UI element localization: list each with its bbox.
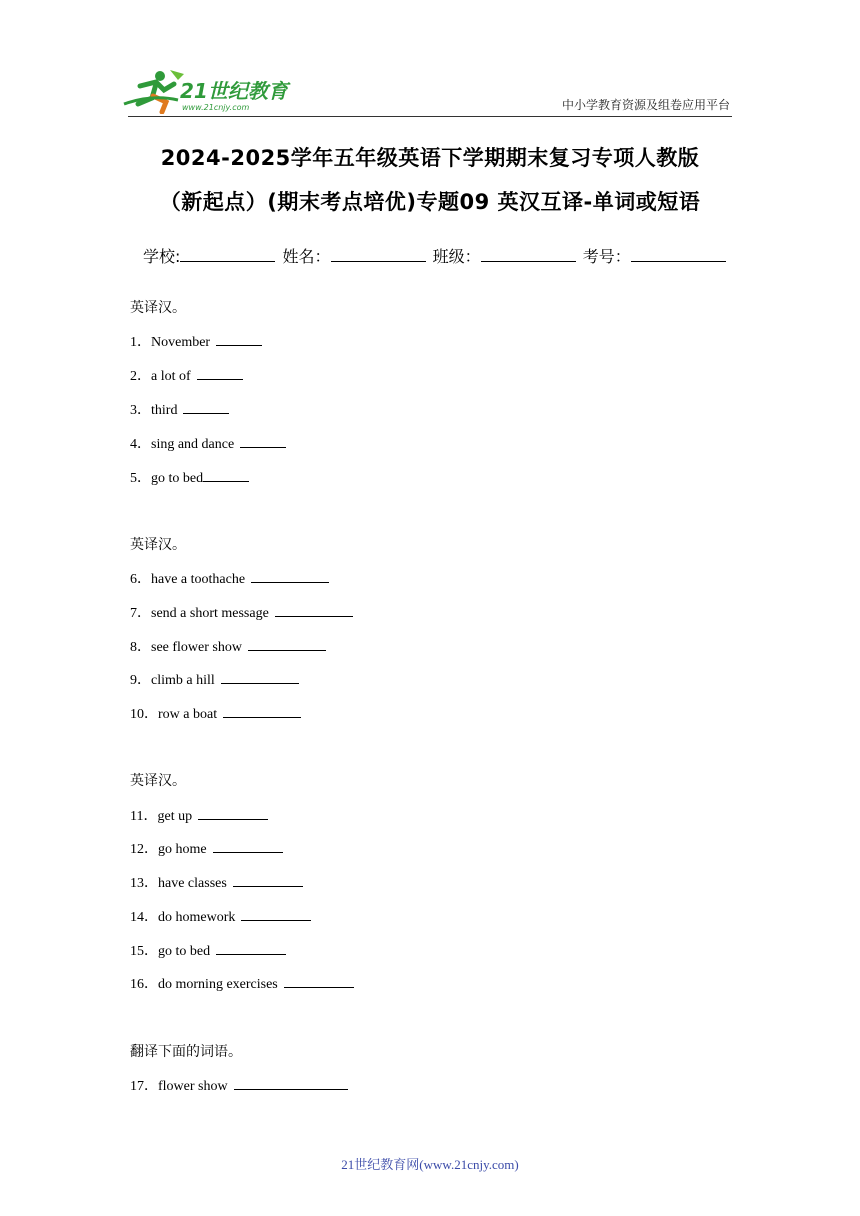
name-label: 姓名： [282,247,331,266]
answer-blank[interactable] [203,469,249,482]
question-item: 17．flower show [130,1075,348,1095]
answer-blank[interactable] [234,1077,348,1090]
page-footer: 21世纪教育网(www.21cnjy.com) [341,1157,519,1172]
class-blank[interactable] [481,247,576,262]
document-title-line1: 2024-2025学年五年级英语下学期期末复习专项人教版 [160,146,700,170]
question-item: 13．have classes [130,872,303,892]
answer-blank[interactable] [248,638,326,651]
question-item: 8．see flower show [130,636,326,656]
section-heading: 翻译下面的词语。 [130,1044,242,1060]
answer-blank[interactable] [216,942,286,955]
answer-blank[interactable] [197,367,243,380]
question-item: 6．have a toothache [130,568,329,588]
brand-logo [122,68,292,114]
section-heading: 英译汉。 [130,537,186,553]
answer-blank[interactable] [275,604,353,617]
question-item: 15．go to bed [130,940,286,960]
exam-no-blank[interactable] [631,247,726,262]
question-item: 9．climb a hill [130,669,299,689]
section-heading: 英译汉。 [130,300,186,316]
question-item: 2．a lot of [130,365,243,385]
answer-blank[interactable] [198,807,268,820]
school-label: 学校: [143,247,181,266]
section-heading: 英译汉。 [130,773,186,789]
question-item: 12．go home [130,838,283,858]
answer-blank[interactable] [183,401,229,414]
question-item: 5．go to bed [130,467,249,487]
runner-logo-icon [122,68,292,114]
question-item: 1．November [130,331,262,351]
document-title-line2: （新起点）(期末考点培优)专题09 英汉互译-单词或短语 [159,190,701,214]
name-blank[interactable] [331,247,426,262]
answer-blank[interactable] [251,570,329,583]
answer-blank[interactable] [213,840,283,853]
exam-no-label: 考号： [582,247,631,266]
answer-blank[interactable] [216,333,262,346]
logo-url: www.21cnjy.com [182,103,250,112]
student-info-row [143,244,728,267]
site-tagline: 中小学教育资源及组卷应用平台 [561,98,730,112]
question-item: 4．sing and dance [130,433,286,453]
question-item: 11．get up [130,805,268,825]
class-label: 班级： [432,247,481,266]
answer-blank[interactable] [240,435,286,448]
school-blank[interactable] [180,247,275,262]
answer-blank[interactable] [241,908,311,921]
question-item: 3．third [130,399,229,419]
logo-text: 21世纪教育 [180,79,288,103]
header-divider [128,116,732,117]
question-item: 7．send a short message [130,602,353,622]
question-item: 10．row a boat [130,703,301,723]
answer-blank[interactable] [233,874,303,887]
question-item: 16．do morning exercises [130,973,354,993]
answer-blank[interactable] [284,975,354,988]
answer-blank[interactable] [223,705,301,718]
answer-blank[interactable] [221,671,299,684]
question-item: 14．do homework [130,906,311,926]
